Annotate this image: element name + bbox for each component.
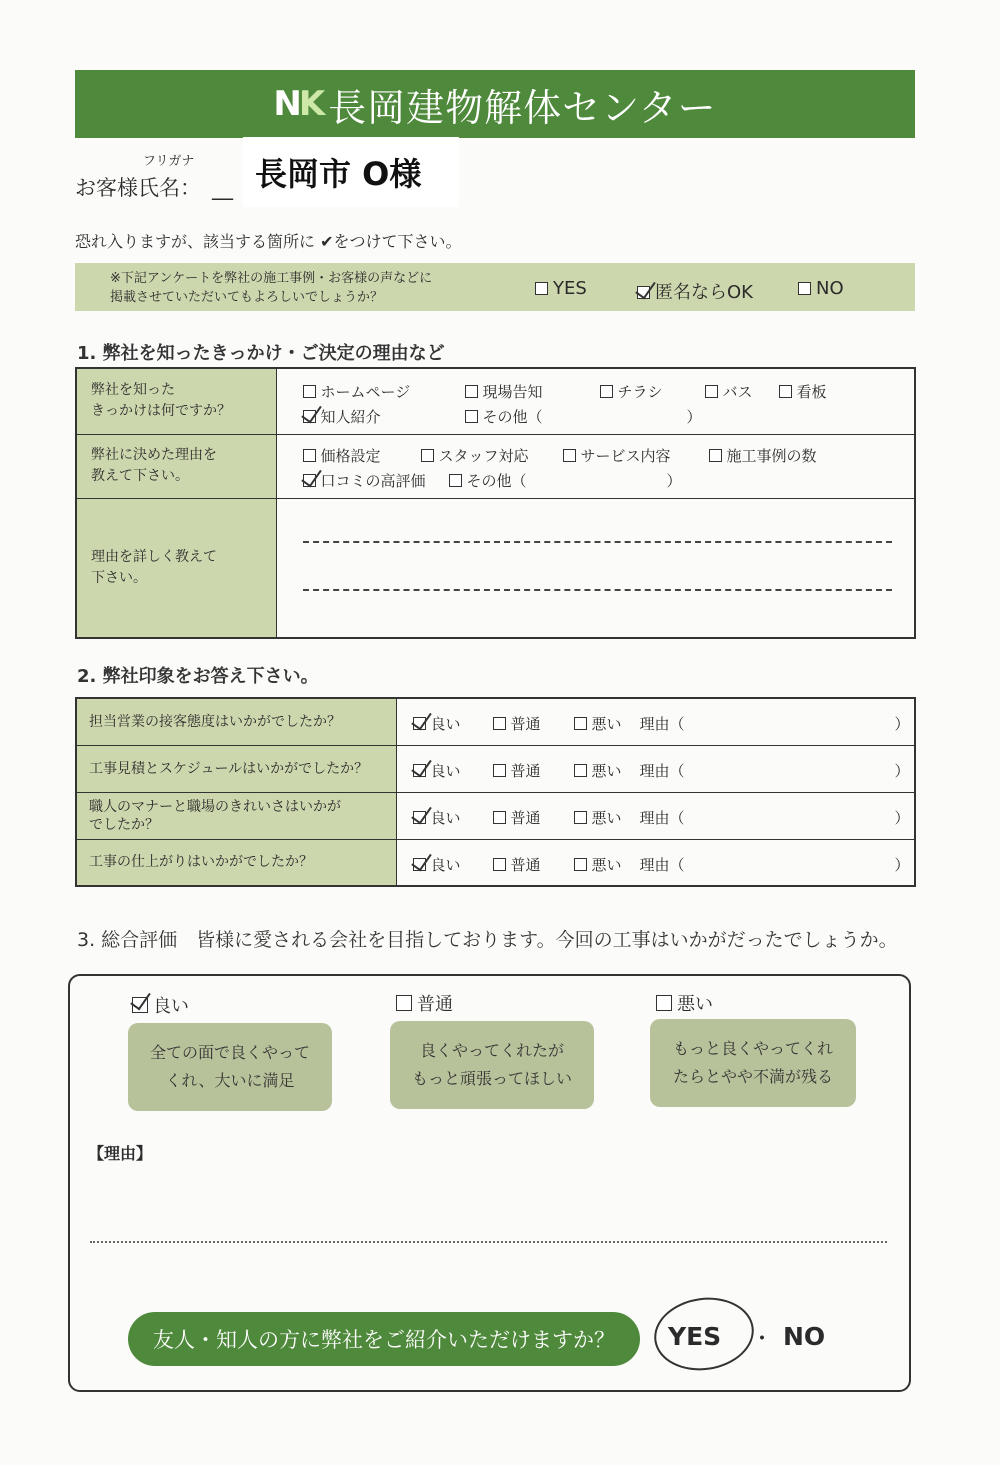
overall-rating-panel — [68, 974, 911, 1392]
instruction-text: 恐れ入りますが、該当する箇所に ✔をつけて下さい。 — [75, 232, 462, 251]
section1-title: 1. 弊社を知ったきっかけ・ご決定の理由など — [77, 343, 445, 364]
detail-reason-field[interactable] — [276, 498, 915, 638]
question-sales-attitude: 担当営業の接客態度はいかがでしたか？ — [76, 698, 396, 745]
option-site-notice[interactable]: 現場告知 — [465, 381, 543, 402]
choice-good[interactable]: 良い — [413, 713, 461, 734]
question-craftsman-manners: 職人のマナーと職場のきれいさはいかが でしたか？ — [76, 792, 396, 839]
rating-options — [396, 839, 915, 886]
overall-choice-average[interactable]: 普通 — [396, 990, 453, 1016]
header-banner — [75, 70, 915, 138]
publish-consent-banner — [75, 263, 915, 311]
checkbox-checked[interactable] — [637, 286, 650, 299]
consent-text-line1: ※下記アンケートを弊社の施工事例・お客様の声などに — [110, 271, 433, 286]
option-other-close: ） — [666, 471, 682, 490]
choice-good[interactable]: 良い — [413, 807, 461, 828]
referral-yes[interactable]: YES — [668, 1322, 722, 1351]
choice-good[interactable]: 良い — [413, 760, 461, 781]
option-other-close: ） — [686, 408, 702, 426]
option-case-count[interactable]: 施工事例の数 — [709, 445, 817, 466]
choice-bad[interactable]: 悪い — [574, 760, 622, 781]
rating-options — [396, 792, 915, 839]
reason-close: ） — [894, 808, 910, 827]
referral-separator: ・ — [751, 1327, 774, 1352]
writing-line — [303, 541, 893, 543]
choice-bad[interactable]: 悪い — [574, 807, 622, 828]
overall-choice-bad[interactable]: 悪い — [656, 990, 713, 1016]
option-homepage[interactable]: ホームページ — [303, 381, 411, 402]
reason-label: 理由（ — [639, 715, 685, 733]
rating-options — [396, 745, 915, 792]
checkbox[interactable] — [798, 282, 811, 295]
reason-close: ） — [894, 715, 910, 733]
rating-description-good: 全ての面で良くやって くれ、大いに満足 — [128, 1023, 332, 1111]
reason-close: ） — [894, 855, 910, 874]
checkbox[interactable] — [535, 282, 548, 295]
reason-label: 理由（ — [639, 761, 685, 780]
reason-label: 理由（ — [639, 855, 685, 874]
option-signboard[interactable]: 看板 — [779, 381, 827, 402]
choice-average[interactable]: 普通 — [493, 713, 541, 734]
consent-option-yes[interactable]: YES — [535, 278, 587, 299]
option-other[interactable]: その他（ — [465, 406, 543, 427]
rating-options — [396, 698, 915, 745]
referral-no[interactable]: NO — [783, 1322, 826, 1351]
choice-average[interactable]: 普通 — [493, 854, 541, 875]
choice-average[interactable]: 普通 — [493, 807, 541, 828]
rating-description-bad: もっと良くやってくれ たらとやや不満が残る — [650, 1019, 856, 1107]
option-bus[interactable]: バス — [705, 381, 753, 402]
consent-option-no[interactable]: NO — [798, 278, 844, 299]
company-title: 長岡建物解体センター — [328, 85, 717, 130]
choice-average[interactable]: 普通 — [493, 760, 541, 781]
how-found-label: 弊社を知った きっかけは何ですか？ — [76, 368, 276, 434]
section3-title: 3. 総合評価 皆様に愛される会社を目指しております。今回の工事はいかがだったでしょうか。 — [77, 929, 898, 951]
section2-title: 2. 弊社印象をお答え下さい。 — [77, 666, 319, 687]
customer-name-value: 長岡市 O様 — [243, 137, 459, 207]
how-found-options — [276, 368, 915, 434]
reason-label: 理由（ — [639, 808, 685, 827]
question-estimate-schedule: 工事見積とスケジュールはいかがでしたか？ — [76, 745, 396, 792]
overall-reason-label: 【理由】 — [88, 1144, 153, 1163]
referral-question: 友人・知人の方に弊社をご紹介いただけますか？ — [128, 1312, 640, 1366]
choice-good[interactable]: 良い — [413, 854, 461, 875]
decision-reason-label: 弊社に決めた理由を 教えて下さい。 — [76, 434, 276, 498]
option-flyer[interactable]: チラシ — [600, 381, 663, 402]
option-service[interactable]: サービス内容 — [563, 445, 671, 466]
consent-text-line2: 掲載させていただいてもよろしいでしょうか？ — [110, 290, 384, 305]
customer-name-blank: __ — [212, 176, 233, 200]
section1-table — [75, 367, 916, 639]
rating-description-average: 良くやってくれたが もっと頑張ってほしい — [390, 1021, 594, 1109]
choice-bad[interactable]: 悪い — [574, 713, 622, 734]
company-logo: NK — [273, 84, 323, 124]
writing-line — [303, 589, 893, 591]
furigana-label: フリガナ — [143, 154, 195, 169]
choice-bad[interactable]: 悪い — [574, 854, 622, 875]
decision-reason-options — [276, 434, 915, 498]
customer-name-label: お客様氏名： — [75, 176, 201, 200]
option-other[interactable]: その他（ — [449, 470, 527, 491]
overall-choice-good[interactable]: 良い — [132, 992, 189, 1018]
option-price[interactable]: 価格設定 — [303, 445, 381, 466]
section2-table — [75, 697, 916, 887]
reason-writing-line[interactable] — [90, 1241, 887, 1243]
detail-reason-label: 理由を詳しく教えて 下さい。 — [76, 498, 276, 638]
option-staff[interactable]: スタッフ対応 — [421, 445, 529, 466]
question-finish-quality: 工事の仕上がりはいかがでしたか？ — [76, 839, 396, 886]
reason-close: ） — [894, 761, 910, 780]
option-referral[interactable]: 知人紹介 — [303, 406, 381, 427]
option-reviews[interactable]: 口コミの高評価 — [303, 470, 426, 491]
consent-option-anonymous[interactable]: 匿名ならOK — [637, 278, 753, 304]
